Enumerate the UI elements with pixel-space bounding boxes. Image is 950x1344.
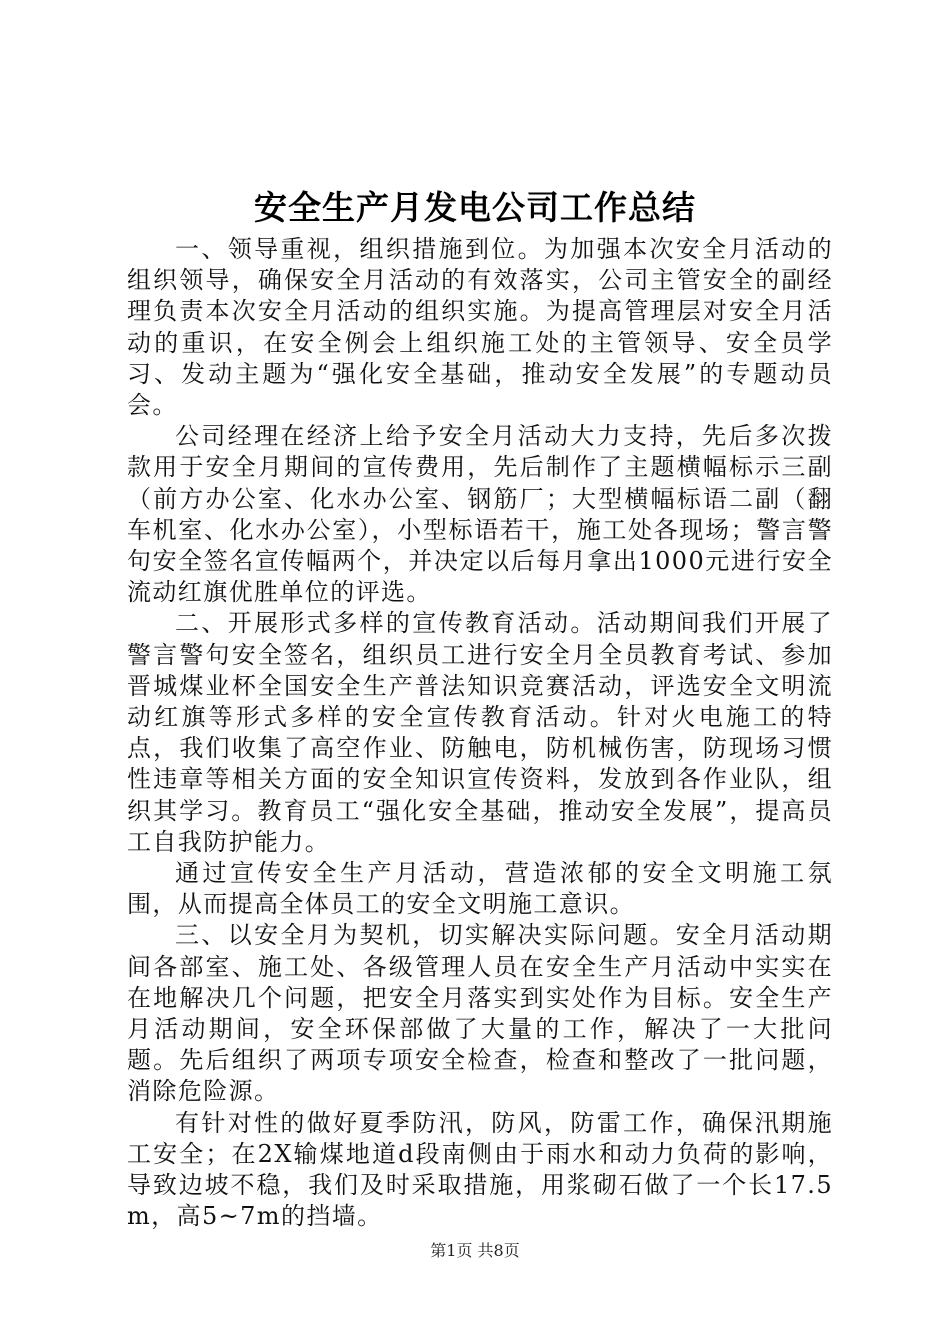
- document-title: 安全生产月发电公司工作总结: [254, 188, 696, 227]
- paragraph: 通过宣传安全生产月活动，营造浓郁的安全文明施工氛围，从而提高全体员工的安全文明施工意识。: [127, 859, 833, 919]
- document-body: [127, 234, 833, 1233]
- paragraph: 一、领导重视，组织措施到位。为加强本次安全月活动的组织领导，确保安全月活动的有效落实，公司主管安全的副经理负责本次安全月活动的组织实施。为提高管理层对安全月活动的重识，在安全例会上组织施工处的主管领导、安全员学习、发动主题为“强化安全基础，推动安全发展”的专题动员会。: [127, 235, 833, 420]
- paragraph: 三、以安全月为契机，切实解决实际问题。安全月活动期间各部室、施工处、各级管理人员在安全生产月活动中实实在在地解决几个问题，把安全月落实到实处作为目标。安全生产月活动期间，安全环保部做了大量的工作，解决了一大批问题。先后组织了两项专项安全检查，检查和整改了一批问题，消除危险源。: [127, 921, 833, 1106]
- paragraph: 二、开展形式多样的宣传教育活动。活动期间我们开展了警言警句安全签名，组织员工进行安全月全员教育考试、参加晋城煤业杯全国安全生产普法知识竞赛活动，评选安全文明流动红旗等形式多样的安全宣传教育活动。针对火电施工的特点，我们收集了高空作业、防触电，防机械伤害，防现场习惯性违章等相关方面的安全知识宣传资料，发放到各作业队，组织其学习。教育员工“强化安全基础，推动安全发展”，提高员工自我防护能力。: [127, 609, 833, 856]
- paragraph: 公司经理在经济上给予安全月活动大力支持，先后多次拨款用于安全月期间的宣传费用，先后制作了主题横幅标示三副（前方办公室、化水办公室、钢筋厂；大型横幅标语二副（翻车机室、化水办公室），小型标语若干，施工处各现场；警言警句安全签名宣传幅两个，并决定以后每月拿出1000元进行安全流动红旗优胜单位的评选。: [127, 422, 833, 607]
- page-number-footer: 第1页 共8页: [430, 1241, 520, 1260]
- paragraph: 有针对性的做好夏季防汛，防风，防雷工作，确保汛期施工安全；在2X输煤地道d段南侧由于雨水和动力负荷的影响，导致边坡不稳，我们及时采取措施，用浆砌石做了一个长17.5m，高5~7m的挡墙。: [127, 1108, 833, 1231]
